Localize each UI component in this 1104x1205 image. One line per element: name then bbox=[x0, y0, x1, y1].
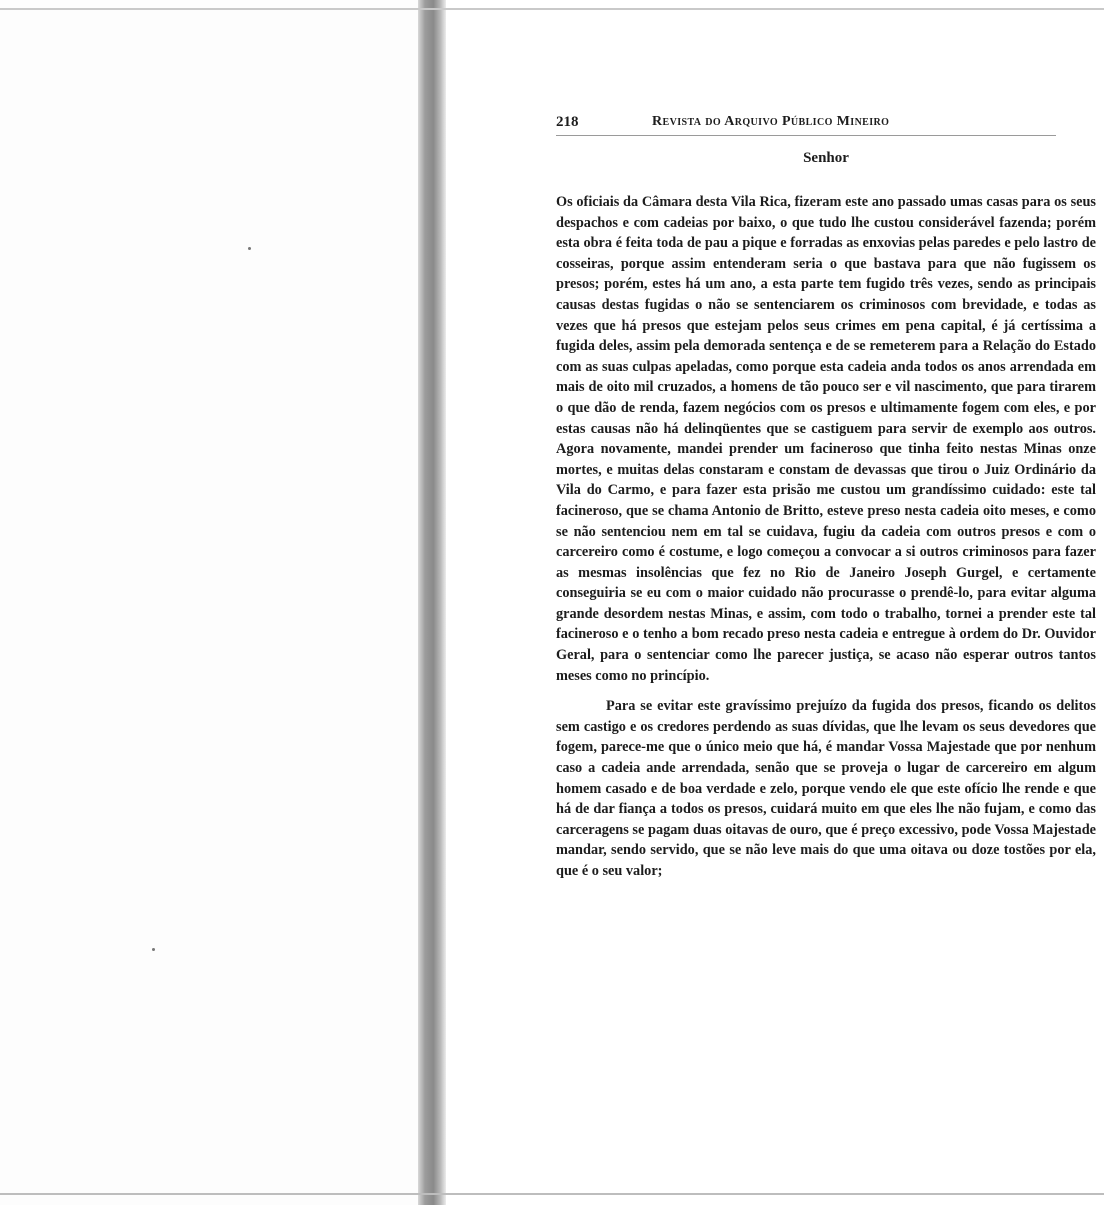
book-gutter bbox=[418, 0, 446, 1205]
scan-speck bbox=[248, 247, 251, 250]
scan-speck bbox=[152, 948, 155, 951]
page-number: 218 bbox=[556, 114, 579, 130]
header-rule bbox=[556, 135, 1056, 136]
paragraph: Para se evitar este gravíssimo prejuízo da fugida dos presos, ficando os delitos sem castigo e os credores perdendo as suas dívidas, que lhe levam os seus devedores que fogem, parece-me que o único meio que há, é mandar Vossa Majestade que por nenhum caso a cadeia ande arrendada, senão que se proveja o lugar de carcereiro em algum homem casado e de boa verdade e zelo, porque vendo ele que este ofício lhe rende e que há de dar fiança a todos os presos, cuidará muito em que eles lhe não fujam, e como das carceragens se pagam duas oitavas de ouro, que é preço excessivo, pode Vossa Majestade mandar, sendo servido, que se não leve mais do que uma oitava ou doze tostões por ela, que é o seu valor; bbox=[556, 698, 1096, 879]
salutation: Senhor bbox=[803, 150, 849, 166]
running-title: Revista do Arquivo Público Mineiro bbox=[652, 114, 890, 129]
body-text bbox=[556, 192, 1096, 882]
page-header bbox=[556, 114, 1080, 138]
scan-top-edge bbox=[0, 8, 1104, 10]
blank-left-page bbox=[0, 0, 418, 1205]
scan-bottom-edge bbox=[0, 1193, 1104, 1195]
paragraph: Os oficiais da Câmara desta Vila Rica, fizeram este ano passado umas casas para os seus despachos e com cadeias por baixo, o que tudo lhe custou considerável fazenda; porém esta obra é feita toda de pau a pique e forradas as enxovias pelas paredes e pelo lastro de cosseiras, porque assim entenderam seria o que bastava para que não fugissem os presos; porém, estes há um ano, a esta parte tem fugido três vezes, sendo as principais causas destas fugidas o não se sentenciarem os criminosos com brevidade, e todas as vezes que há presos que estejam pelos seus crimes em pena capital, é já certíssima a fugida deles, assim pela demorada sentença e de se remeterem para a Relação do Estado com as suas culpas apeladas, como porque esta cadeia anda todos os anos arrendada em mais de oito mil cruzados, a homens de tão pouco ser e vil nascimento, que para tirarem o que dão de renda, fazem negócios com os presos e ultimamente fogem com eles, e por estas causas não há delinqüentes que se castiguem para servir de exemplo aos outros. Agora novamente, mandei prender um facineroso que tinha feito nestas Minas onze mortes, e muitas delas constaram e constam de devassas que tirou o Juiz Ordinário da Vila do Carmo, e para fazer esta prisão me custou um grandíssimo cuidado: este tal facineroso, que se chama Antonio de Britto, esteve preso nesta cadeia oito meses, e como se não sentenciou nem em tal se cuidava, fugiu da cadeia com outros presos e com o carcereiro como é costume, e logo começou a convocar a si outros criminosos para fazer as mesmas insolências que fez no Rio de Janeiro Joseph Gurgel, e certamente conseguiria se eu com o maior cuidado não procurasse o prendê-lo, para evitar alguma grande desordem nestas Minas, e assim, com todo o trabalho, tornei a prender este tal facineroso e o tenho a bom recado preso nesta cadeia e entregue à ordem do Dr. Ouvidor Geral, para o sentenciar como lhe parecer justiça, se acaso não esperar outros tantos meses como no princípio. bbox=[556, 194, 1096, 684]
